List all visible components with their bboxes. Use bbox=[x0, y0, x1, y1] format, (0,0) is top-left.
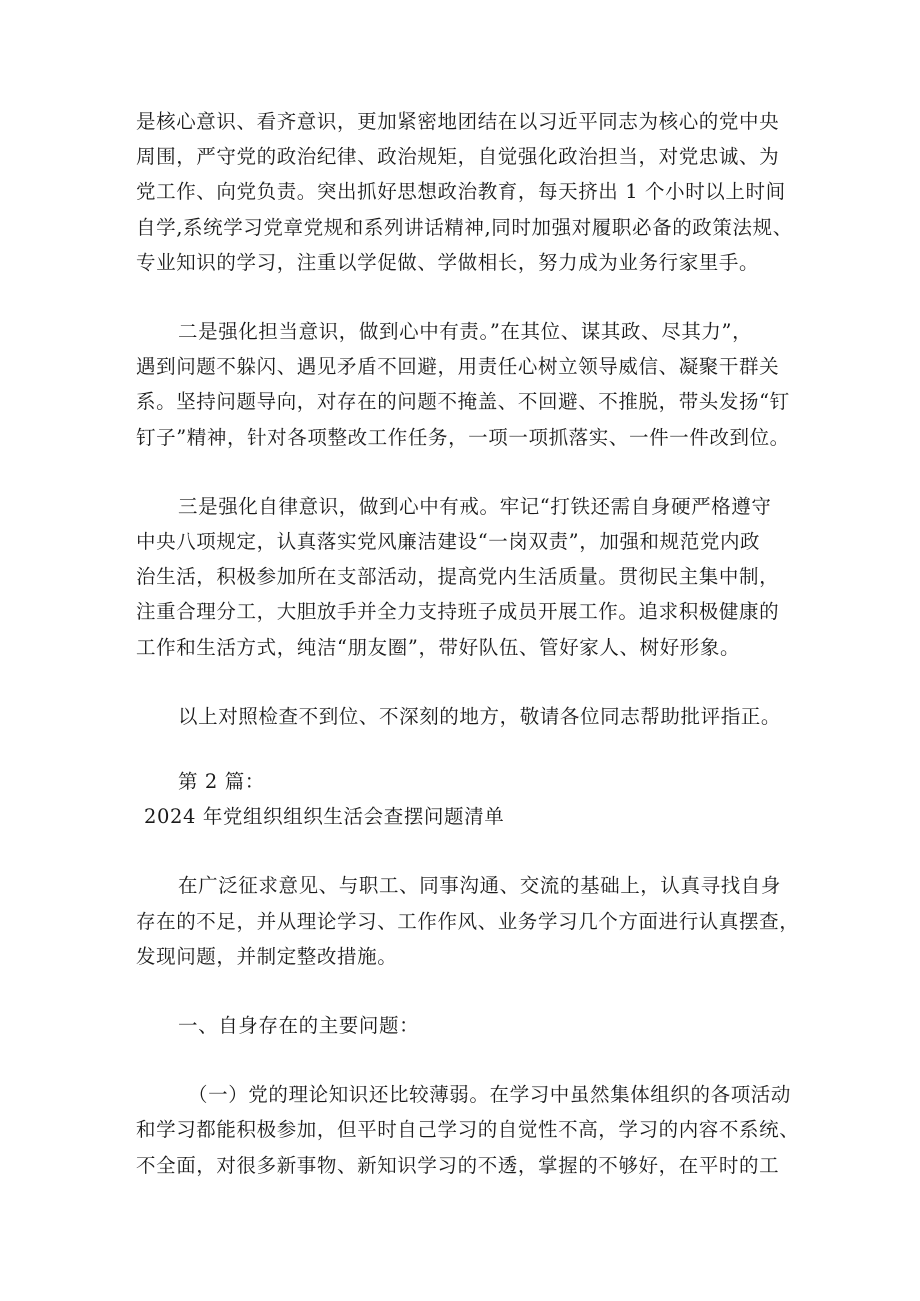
text-line: 专业知识的学习，注重以学促做、学做相长，努力成为业务行家里手。 bbox=[136, 250, 760, 274]
paragraph-gap bbox=[136, 665, 798, 699]
paragraph-intro bbox=[136, 868, 798, 974]
text-line: 系。坚持问题导向，对存在的问题不掩盖、不回避、不推脱，带头发扬“钉 bbox=[136, 390, 790, 414]
paragraph-gap bbox=[136, 1043, 798, 1077]
text-line: （一）党的理论知识还比较薄弱。在学习中虽然集体组织的各项活动 bbox=[188, 1083, 792, 1107]
text-line: 二是强化担当意识，做到心中有责。”在其位、谋其政、尽其力”， bbox=[178, 320, 753, 344]
article-title: 2024 年党组织组织生活会查摆问题清单 bbox=[144, 805, 505, 829]
paragraph-party-loyalty bbox=[136, 104, 798, 280]
text-line: 存在的不足，并从理论学习、工作作风、业务学习几个方面进行认真摆查， bbox=[136, 909, 800, 933]
paragraph-gap bbox=[136, 734, 798, 764]
paragraph-gap bbox=[136, 834, 798, 868]
text-line: 中央八项规定，认真落实党风廉洁建设“一岗双责”，加强和规范党内政 bbox=[136, 530, 761, 554]
text-line: 在广泛征求意见、与职工、同事沟通、交流的基础上，认真寻找自身 bbox=[178, 874, 782, 898]
article-number: 第 2 篇： bbox=[178, 770, 265, 794]
section-heading bbox=[136, 1008, 798, 1043]
text-line: 遇到问题不躲闪、遇见矛盾不回避，用责任心树立领导威信、凝聚干群关 bbox=[136, 355, 780, 379]
document-page bbox=[136, 104, 798, 1183]
text-line: 治生活，积极参加所在支部活动，提高党内生活质量。贯彻民主集中制， bbox=[136, 565, 780, 589]
text-line: 和学习都能积极参加，但平时自己学习的自觉性不高，学习的内容不系统、 bbox=[136, 1118, 800, 1142]
text-line: 以上对照检查不到位、不深刻的地方，敬请各位同志帮助批评指正。 bbox=[178, 704, 782, 728]
text-line: 自学,系统学习党章党规和系列讲话精神,同时加强对履职必备的政策法规、 bbox=[136, 215, 793, 239]
paragraph-gap bbox=[136, 280, 798, 314]
text-line: 钉子”精神，针对各项整改工作任务，一项一项抓落实、一件一件改到位。 bbox=[136, 425, 790, 449]
text-line: 注重合理分工，大胆放手并全力支持班子成员开展工作。追求积极健康的 bbox=[136, 600, 780, 624]
paragraph-gap bbox=[136, 974, 798, 1008]
paragraph-theory-weakness bbox=[136, 1077, 798, 1183]
text-line: 党工作、向党负责。突出抓好思想政治教育，每天挤出 1 个小时以上时间 bbox=[136, 180, 786, 204]
paragraph-closing bbox=[136, 699, 798, 734]
text-line: 三是强化自律意识，做到心中有戒。牢记“打铁还需自身硬严格遵守 bbox=[178, 494, 772, 518]
text-line: 周围，严守党的政治纪律、政治规矩，自觉强化政治担当，对党忠诚、为 bbox=[136, 145, 780, 169]
text-line: 工作和生活方式，纯洁“朋友圈”，带好队伍、管好家人、树好形象。 bbox=[136, 635, 741, 659]
article-heading bbox=[136, 764, 798, 834]
text-line: 不全面，对很多新事物、新知识学习的不透，掌握的不够好，在平时的工 bbox=[136, 1153, 780, 1177]
paragraph-responsibility bbox=[136, 314, 798, 455]
paragraph-gap bbox=[136, 455, 798, 489]
paragraph-self-discipline bbox=[136, 489, 798, 665]
text-line: 发现问题，并制定整改措施。 bbox=[136, 944, 398, 968]
text-line: 是核心意识、看齐意识，更加紧密地团结在以习近平同志为核心的党中央 bbox=[136, 110, 780, 133]
section-title: 一、自身存在的主要问题： bbox=[178, 1014, 420, 1038]
